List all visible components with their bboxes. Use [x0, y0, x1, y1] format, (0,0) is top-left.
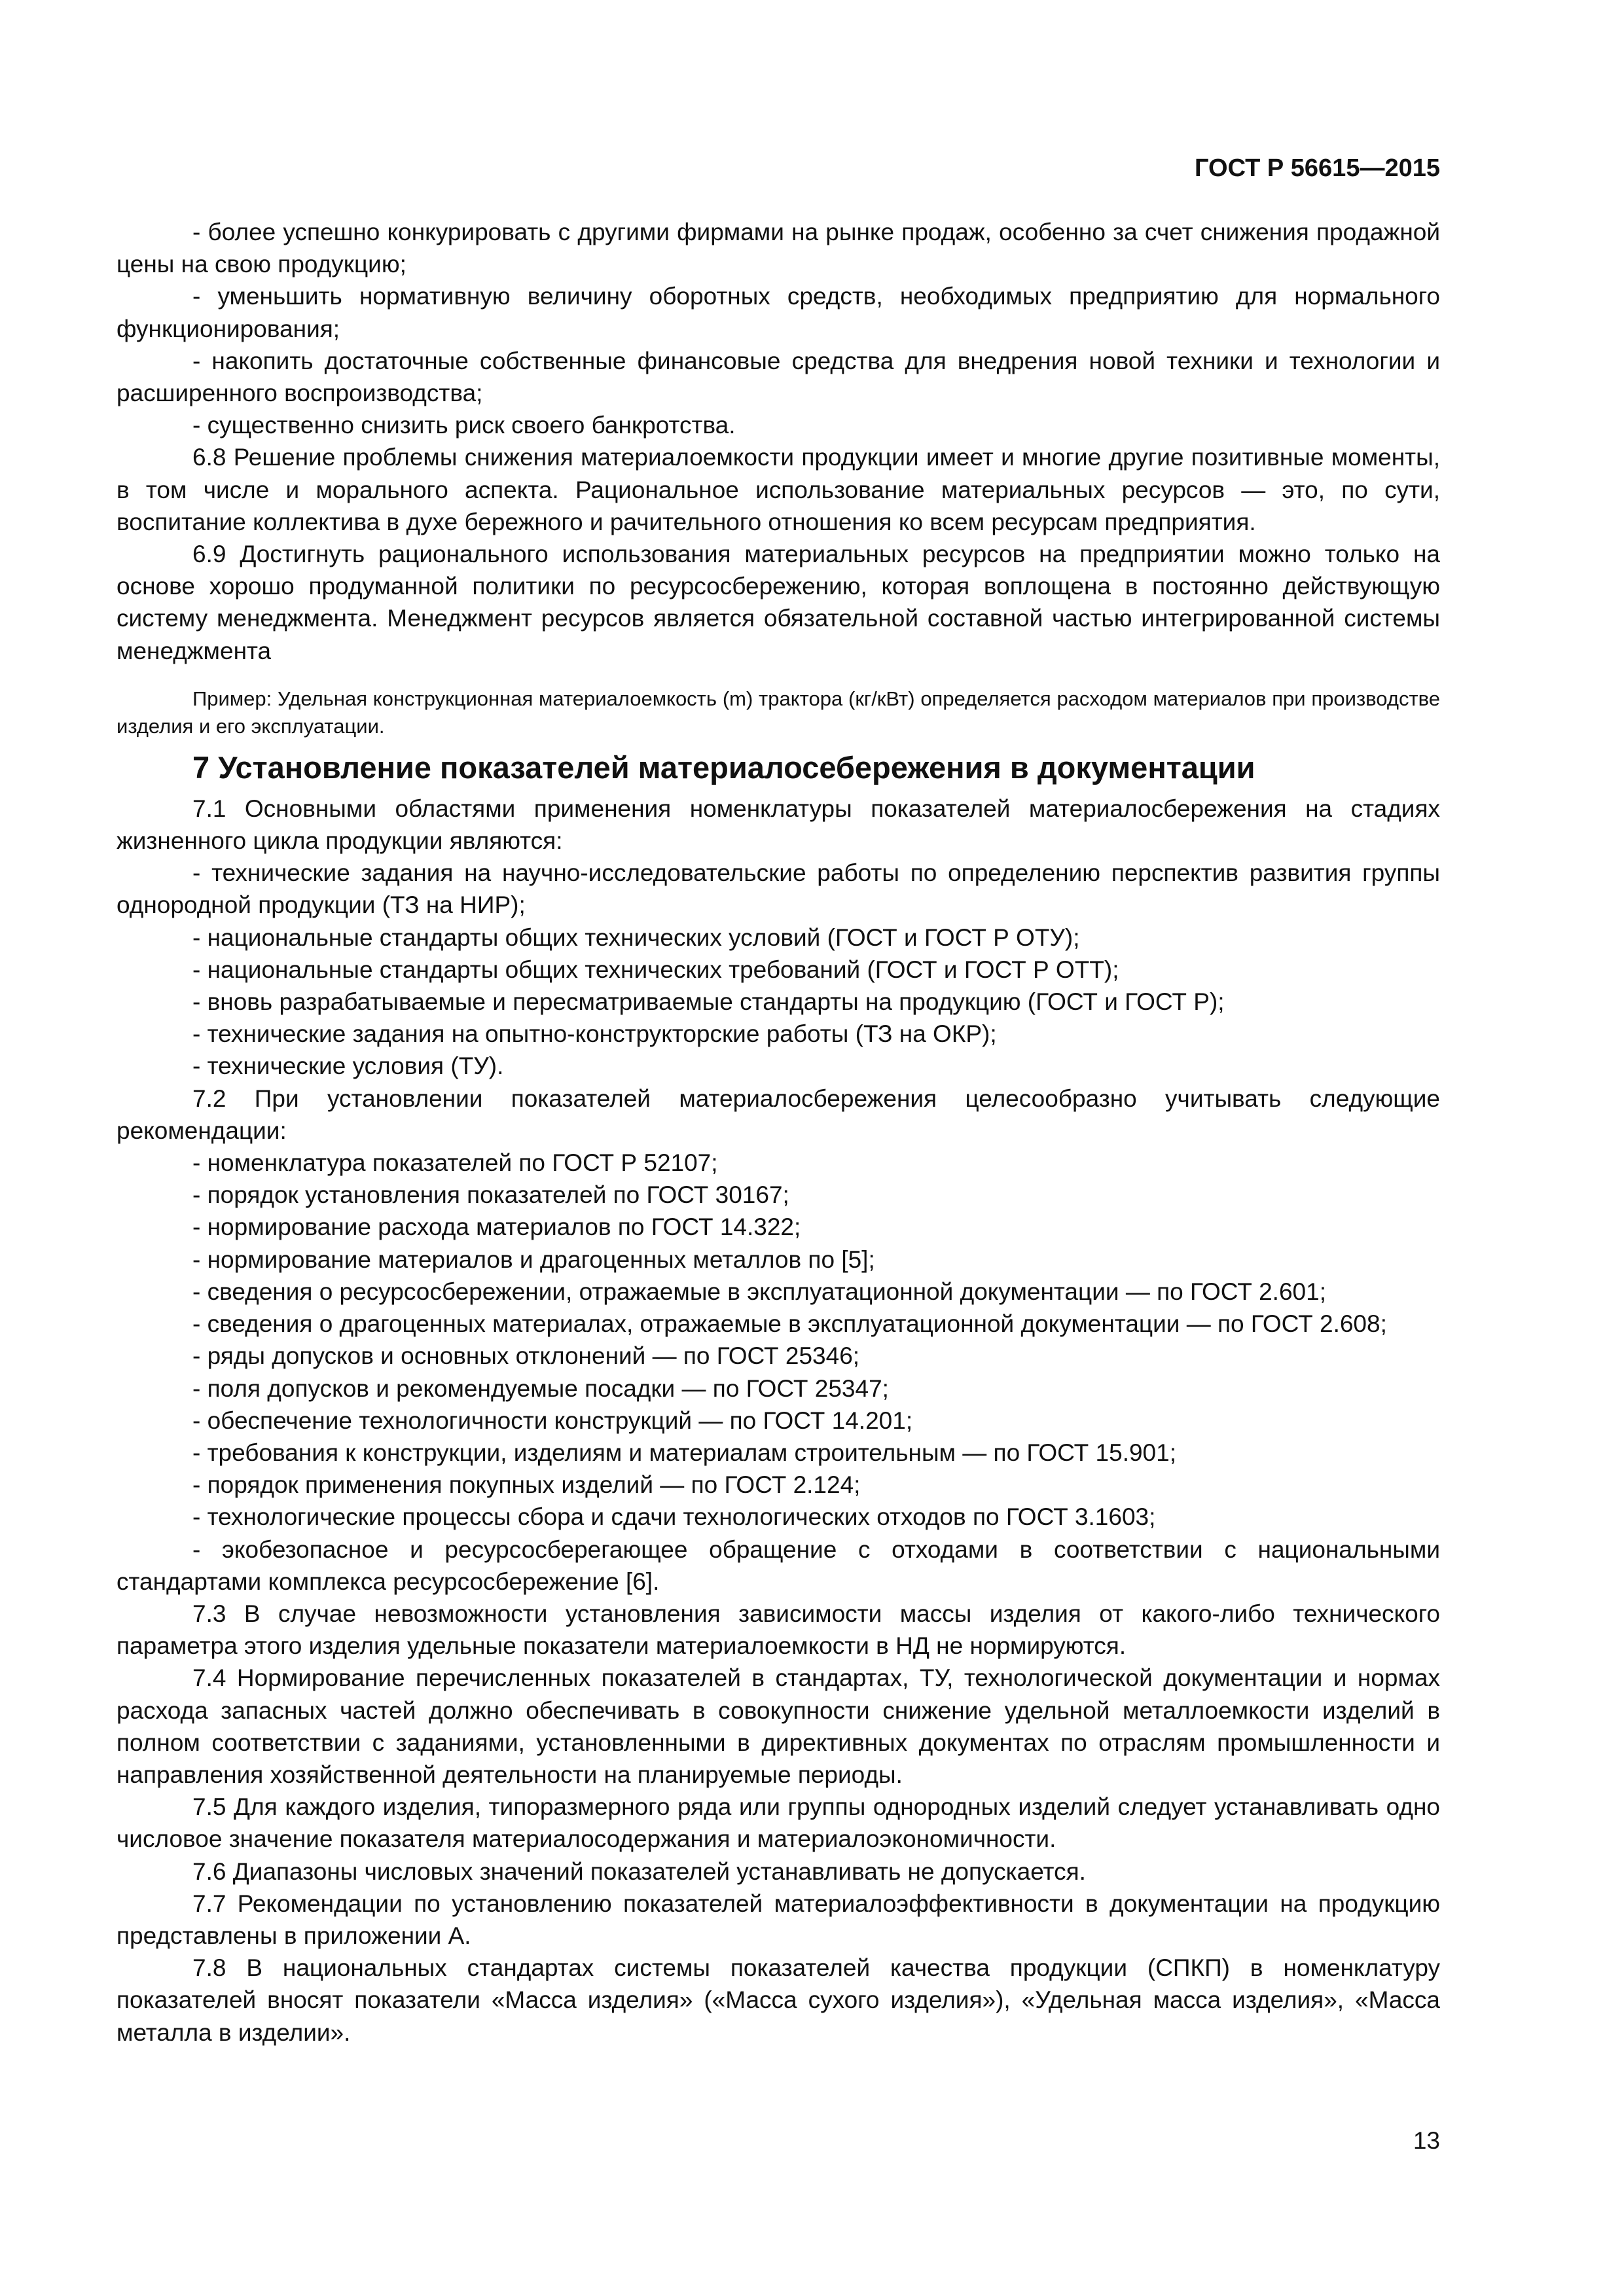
- paragraph: 7.1 Основными областями применения номенклатуры показателей материалосбережения на стадиях жизненного цикла продукции являются:: [117, 795, 1440, 855]
- paragraph: - экобезопасное и ресурсосберегающее обращение с отходами в соответствии с национальными стандартами комплекса ресурсосбережение [6].: [117, 1535, 1440, 1595]
- paragraph: - поля допусков и рекомендуемые посадки — по ГОСТ 25347;: [192, 1374, 889, 1402]
- paragraph: - порядок применения покупных изделий — по ГОСТ 2.124;: [192, 1471, 861, 1499]
- paragraph: - технические задания на опытно-конструкторские работы (ТЗ на ОКР);: [192, 1020, 997, 1048]
- paragraph: - уменьшить нормативную величину оборотных средств, необходимых предприятию для нормального функционирования;: [117, 283, 1440, 342]
- paragraph: - ряды допусков и основных отклонений — по ГОСТ 25346;: [192, 1342, 860, 1370]
- paragraph: - номенклатура показателей по ГОСТ Р 52107;: [192, 1149, 718, 1177]
- paragraph: 7.2 При установлении показателей материалосбережения целесообразно учитывать следующие рекомендации:: [117, 1085, 1440, 1144]
- paragraph: - технические задания на научно-исследовательские работы по определению перспектив развития группы однородной продукции (ТЗ на НИР);: [117, 859, 1440, 919]
- paragraph: - национальные стандарты общих технических условий (ГОСТ и ГОСТ Р ОТУ);: [192, 924, 1080, 951]
- paragraph: - технические условия (ТУ).: [192, 1052, 504, 1080]
- paragraph: - более успешно конкурировать с другими фирмами на рынке продаж, особенно за счет снижения продажной цены на свою продукцию;: [117, 219, 1440, 278]
- paragraph: 7.3 В случае невозможности установления зависимости массы изделия от какого-либо технического параметра этого изделия удельные показатели материалоемкости в НД не нормируются.: [117, 1600, 1440, 1660]
- paragraph: - нормирование расхода материалов по ГОСТ 14.322;: [192, 1213, 801, 1241]
- paragraph: 7.5 Для каждого изделия, типоразмерного ряда или группы однородных изделий следует устанавливать одно числовое значение показателя материалосодержания и материалоэкономичности.: [117, 1793, 1440, 1853]
- paragraph: - существенно снизить риск своего банкротства.: [192, 412, 736, 439]
- paragraph: 6.8 Решение проблемы снижения материалоемкости продукции имеет и многие другие позитивные моменты, в том числе и морального аспекта. Рациональное использование материальных ресурсов — это, по сути, воспитание коллектива в духе бережного и рачительного отношения ко всем ресурсам предприятия.: [117, 444, 1440, 535]
- paragraph: - накопить достаточные собственные финансовые средства для внедрения новой техники и технологии и расширенного воспроизводства;: [117, 347, 1440, 407]
- example-note: Пример: Удельная конструкционная материалоемкость (m) трактора (кг/кВт) определяется расходом материалов при производстве изделия и его эксплуатации.: [117, 687, 1440, 738]
- paragraph: - вновь разрабатываемые и пересматриваемые стандарты на продукцию (ГОСТ и ГОСТ Р);: [192, 988, 1225, 1016]
- section-7-heading: 7 Установление показателей материалосебережения в документации: [192, 749, 1255, 785]
- paragraph: 7.8 В национальных стандартах системы показателей качества продукции (СПКП) в номенклатуру показателей вносят показатели «Масса изделия» («Масса сухого изделия»), «Удельная масса изделия», «Масса металла в изделии».: [117, 1954, 1440, 2046]
- paragraph: 6.9 Достигнуть рационального использования материальных ресурсов на предприятии можно только на основе хорошо продуманной политики по ресурсосбережению, которая воплощена в постоянно действующую систему менеджмента. Менеджмент ресурсов является обязательной составной частью интегрированной системы менеджмента: [117, 541, 1440, 664]
- page-number: 13: [1413, 2127, 1440, 2154]
- paragraph: - требования к конструкции, изделиям и материалам строительным — по ГОСТ 15.901;: [192, 1439, 1176, 1466]
- section-6-continuation: [117, 216, 1440, 667]
- paragraph: - обеспечение технологичности конструкций — по ГОСТ 14.201;: [192, 1407, 913, 1434]
- paragraph: - нормирование материалов и драгоценных металлов по [5];: [192, 1246, 875, 1273]
- paragraph: - технологические процессы сбора и сдачи технологических отходов по ГОСТ 3.1603;: [192, 1503, 1156, 1531]
- paragraph: - порядок установления показателей по ГОСТ 30167;: [192, 1181, 789, 1209]
- paragraph: - сведения о ресурсосбережении, отражаемые в эксплуатационной документации — по ГОСТ 2.601;: [192, 1278, 1326, 1305]
- paragraph: - национальные стандарты общих технических требований (ГОСТ и ГОСТ Р ОТТ);: [192, 956, 1119, 983]
- paragraph: 7.4 Нормирование перечисленных показателей в стандартах, ТУ, технологической документации и нормах расхода запасных частей должно обеспечивать в совокупности снижение удельной металлоемкости изделий в полном соответствии с заданиями, установленными в директивных документах по отраслям промышленности и направления хозяйственной деятельности на планируемые периоды.: [117, 1664, 1440, 1788]
- paragraph: - сведения о драгоценных материалах, отражаемые в эксплуатационной документации — по ГОСТ 2.608;: [192, 1310, 1387, 1338]
- section-7-body: [117, 793, 1440, 2049]
- document-body: [117, 216, 1440, 2049]
- paragraph: 7.6 Диапазоны числовых значений показателей устанавливать не допускается.: [192, 1857, 1086, 1885]
- paragraph: 7.7 Рекомендации по установлению показателей материалоэффективности в документации на продукцию представлены в приложении А.: [117, 1890, 1440, 1949]
- document-header: ГОСТ Р 56615—2015: [1195, 154, 1440, 182]
